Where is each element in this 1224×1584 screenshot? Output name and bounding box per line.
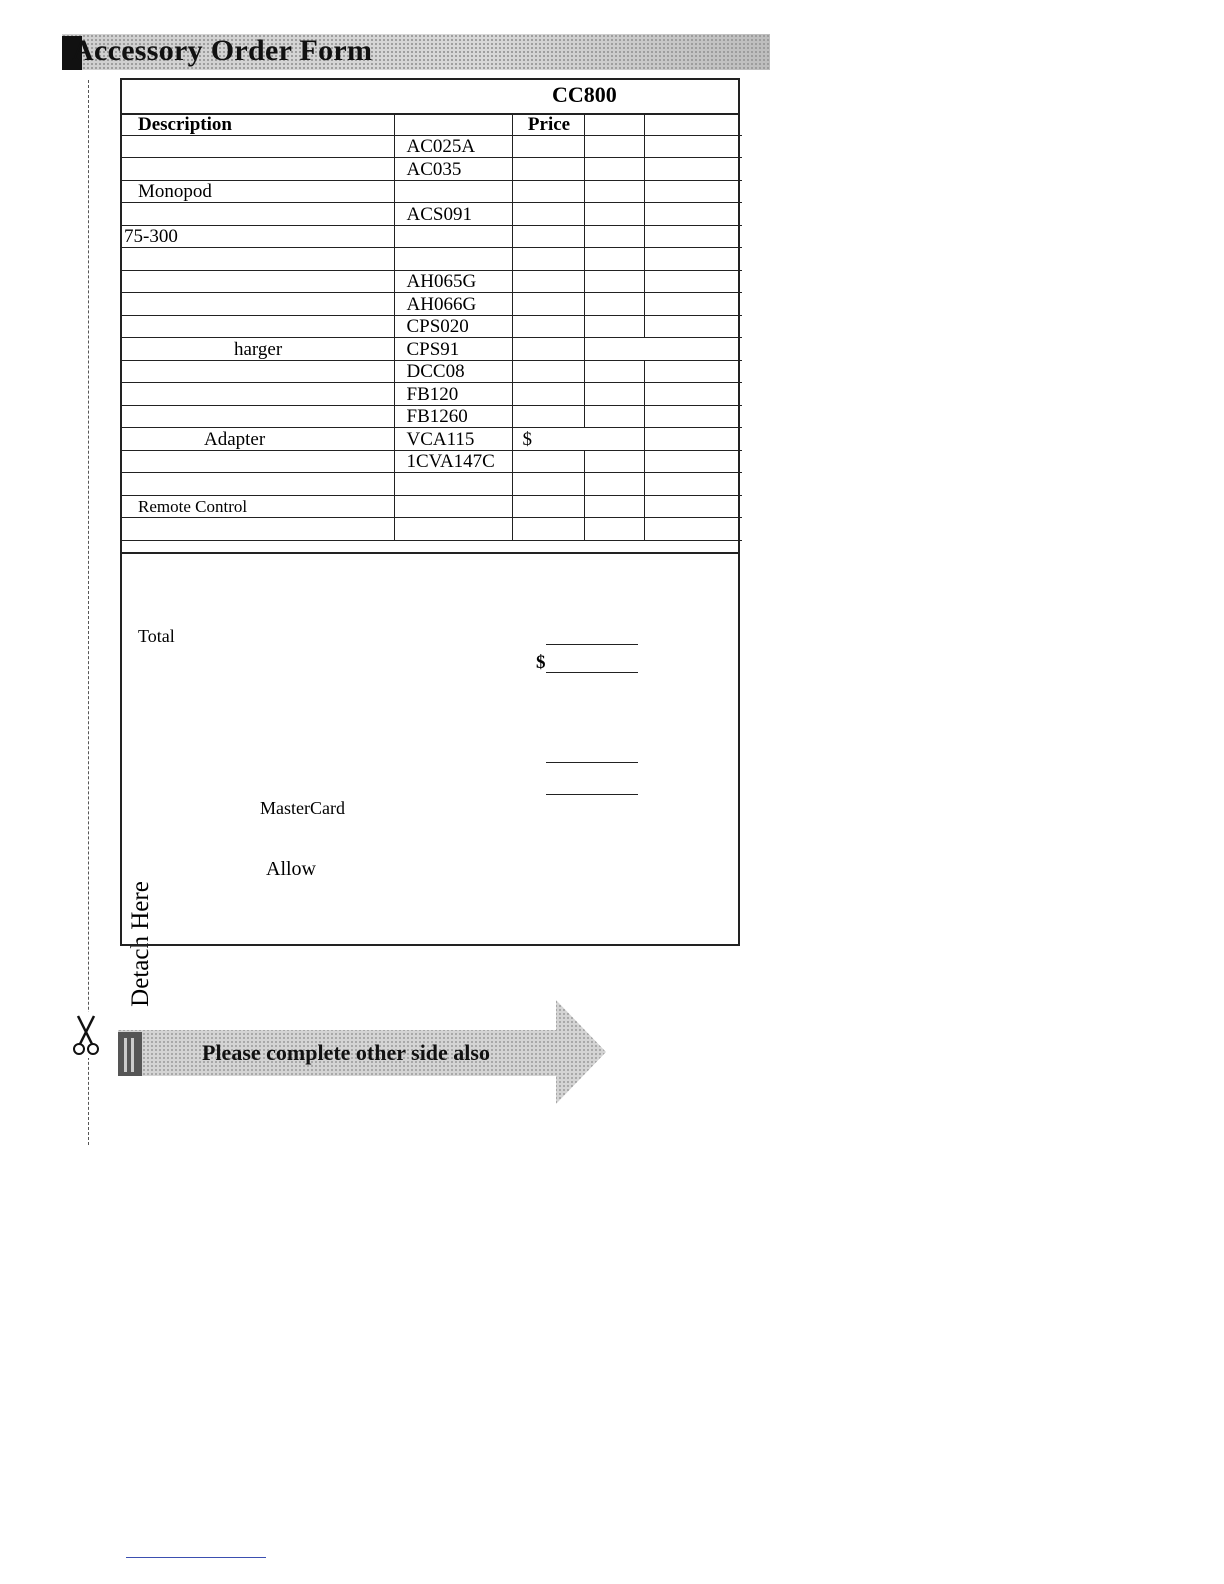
column-header-part-no xyxy=(394,113,512,135)
subtotal-line[interactable] xyxy=(546,644,638,645)
row-qty-field[interactable] xyxy=(584,203,644,226)
row-part-number: CPS020 xyxy=(394,315,512,338)
model-number: CC800 xyxy=(552,82,617,107)
detach-label: Detach Here xyxy=(127,863,155,1025)
grand-total-line[interactable] xyxy=(546,794,638,795)
row-description xyxy=(122,293,394,316)
arrow-text: Please complete other side also xyxy=(202,1040,490,1065)
row-total-field[interactable] xyxy=(644,473,742,496)
row-part-number: AH066G xyxy=(394,293,512,316)
row-price xyxy=(512,225,584,248)
row-total-field[interactable] xyxy=(644,405,742,428)
row-total-field[interactable] xyxy=(644,158,742,181)
order-summary xyxy=(122,552,738,946)
row-part-number xyxy=(394,473,512,496)
row-description xyxy=(122,135,394,158)
row-part-number: 1CVA147C xyxy=(394,450,512,473)
row-description xyxy=(122,518,394,541)
row-description: Adapter xyxy=(122,428,394,451)
row-total-field[interactable] xyxy=(644,450,742,473)
footer-rule xyxy=(126,1557,266,1558)
row-part-number xyxy=(394,225,512,248)
table-row xyxy=(122,270,742,293)
table-row xyxy=(122,180,742,203)
row-part-number: FB120 xyxy=(394,383,512,406)
row-description: Remote Control xyxy=(122,495,394,518)
row-part-number: ACS091 xyxy=(394,203,512,226)
detach-dashed-line xyxy=(88,80,89,1145)
row-qty-field[interactable] xyxy=(584,315,644,338)
total-line[interactable] xyxy=(546,672,638,673)
table-row xyxy=(122,428,742,451)
row-part-number: FB1260 xyxy=(394,405,512,428)
row-description xyxy=(122,360,394,383)
column-header-price: Price xyxy=(512,113,584,135)
row-description xyxy=(122,270,394,293)
mastercard-option[interactable]: MasterCard xyxy=(260,798,345,818)
row-qty-field[interactable] xyxy=(584,518,644,541)
row-total-field[interactable] xyxy=(644,203,742,226)
row-price xyxy=(512,270,584,293)
row-qty-field[interactable] xyxy=(584,293,644,316)
row-price xyxy=(512,338,584,361)
row-qty-field[interactable] xyxy=(584,495,644,518)
table-row xyxy=(122,518,742,541)
row-total-field[interactable] xyxy=(644,248,742,271)
row-total-field[interactable] xyxy=(644,135,742,158)
column-header-description: Description xyxy=(122,113,394,135)
table-row xyxy=(122,495,742,518)
column-header-total[interactable] xyxy=(644,113,742,135)
row-total-field[interactable] xyxy=(644,270,742,293)
table-header-row xyxy=(122,113,742,135)
form-title: Accessory Order Form xyxy=(72,34,373,67)
row-description: Monopod xyxy=(122,180,394,203)
row-part-number xyxy=(394,248,512,271)
row-description xyxy=(122,158,394,181)
table-row xyxy=(122,360,742,383)
scissors-icon xyxy=(70,1012,104,1058)
row-price xyxy=(512,180,584,203)
table-row xyxy=(122,315,742,338)
total-currency-symbol: $ xyxy=(536,652,546,673)
row-description xyxy=(122,248,394,271)
row-part-number xyxy=(394,518,512,541)
accessory-table xyxy=(122,113,742,541)
row-price xyxy=(512,360,584,383)
model-header xyxy=(122,80,738,115)
row-qty-field[interactable] xyxy=(584,158,644,181)
row-total-field[interactable] xyxy=(644,428,742,451)
row-part-number: AC025A xyxy=(394,135,512,158)
row-description xyxy=(122,405,394,428)
row-total-field[interactable] xyxy=(644,495,742,518)
row-price xyxy=(512,203,584,226)
row-description xyxy=(122,450,394,473)
row-total-field[interactable] xyxy=(644,225,742,248)
row-total-field[interactable] xyxy=(644,383,742,406)
row-qty-field[interactable] xyxy=(584,270,644,293)
row-price: $ xyxy=(512,428,644,451)
row-description xyxy=(122,383,394,406)
table-row xyxy=(122,248,742,271)
table-row xyxy=(122,225,742,248)
row-price xyxy=(512,495,584,518)
row-price xyxy=(512,135,584,158)
row-description xyxy=(122,203,394,226)
row-price xyxy=(512,405,584,428)
row-price xyxy=(512,383,584,406)
row-part-number: AH065G xyxy=(394,270,512,293)
row-total-field[interactable] xyxy=(644,518,742,541)
table-row xyxy=(122,473,742,496)
row-part-number: VCA115 xyxy=(394,428,512,451)
row-price xyxy=(512,248,584,271)
row-qty-field[interactable] xyxy=(584,473,644,496)
row-total-field[interactable] xyxy=(644,180,742,203)
row-description: harger xyxy=(122,338,394,361)
tax-line[interactable] xyxy=(546,762,638,763)
row-price xyxy=(512,518,584,541)
table-row xyxy=(122,293,742,316)
row-qty-field[interactable] xyxy=(584,450,644,473)
row-description xyxy=(122,315,394,338)
title-banner xyxy=(62,34,770,70)
row-price xyxy=(512,315,584,338)
row-qty-field[interactable] xyxy=(584,180,644,203)
table-row xyxy=(122,338,742,361)
row-qty-field[interactable] xyxy=(584,383,644,406)
row-description xyxy=(122,473,394,496)
row-total-field[interactable] xyxy=(644,315,742,338)
row-total-field[interactable] xyxy=(644,360,742,383)
row-total-field[interactable] xyxy=(644,293,742,316)
row-price xyxy=(512,473,584,496)
row-part-number: DCC08 xyxy=(394,360,512,383)
table-row xyxy=(122,203,742,226)
order-form xyxy=(120,78,740,946)
table-row xyxy=(122,383,742,406)
column-header-qty[interactable] xyxy=(584,113,644,135)
row-qty-field[interactable] xyxy=(584,225,644,248)
row-qty-field[interactable] xyxy=(584,360,644,383)
table-row xyxy=(122,450,742,473)
row-part-number xyxy=(394,180,512,203)
complete-other-side-banner xyxy=(118,1000,606,1104)
row-qty-total-field[interactable] xyxy=(584,338,742,361)
row-part-number: CPS91 xyxy=(394,338,512,361)
row-description: 75-300 xyxy=(122,225,394,248)
row-price xyxy=(512,450,584,473)
total-label: Total xyxy=(138,626,175,646)
row-part-number xyxy=(394,495,512,518)
table-row xyxy=(122,135,742,158)
table-row xyxy=(122,405,742,428)
allow-note: Allow xyxy=(266,858,316,880)
row-qty-field[interactable] xyxy=(584,248,644,271)
row-qty-field[interactable] xyxy=(584,405,644,428)
row-part-number: AC035 xyxy=(394,158,512,181)
row-qty-field[interactable] xyxy=(584,135,644,158)
row-price xyxy=(512,293,584,316)
row-price xyxy=(512,158,584,181)
table-row xyxy=(122,158,742,181)
